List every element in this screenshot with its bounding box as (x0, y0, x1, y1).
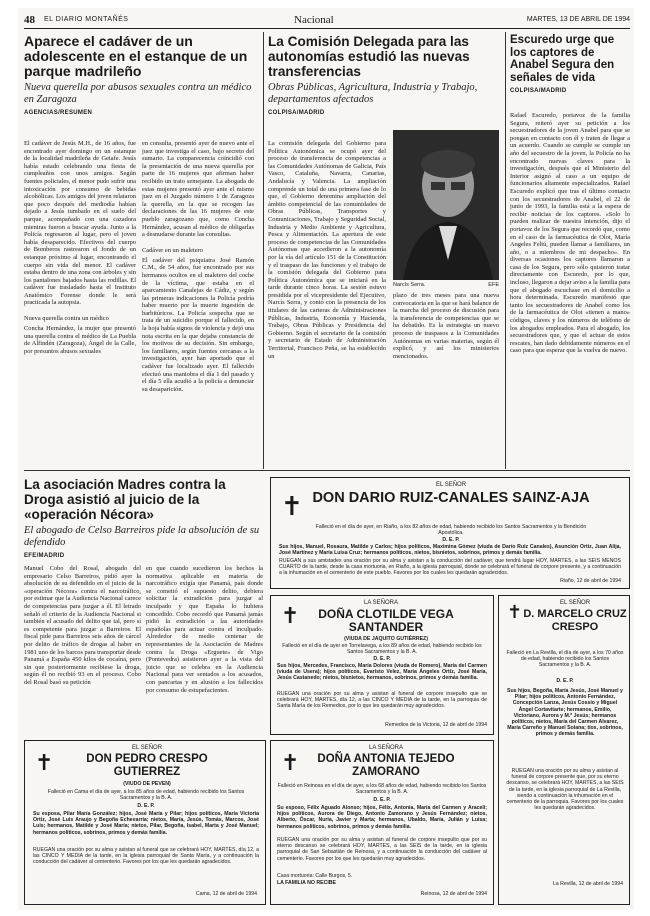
obituary-place: Remedios de la Victoria, 12 de abril de 1994 (385, 722, 487, 728)
article-intertitle: Nueva querella contra un médico (24, 315, 109, 323)
obituary-rip: D. E. P. (442, 537, 460, 543)
obituary-name: DON DARIO RUIZ-CANALES SAINZ-AJA (312, 490, 590, 506)
cross-icon: ✝ (35, 751, 54, 776)
cross-icon: ✝ (281, 751, 300, 776)
photo-caption-row (393, 282, 499, 288)
article-byline: AGENCIAS/RESUMEN (24, 110, 93, 117)
article-body: en que cuando sucedieron los hechos la normativa aplicable en materia de narcotráfico exigía que Panamá, país donde se cometió el supuesto delito, debiera solicitar la extradición para juzgar al inculpado y que España lo hubiera concedido. Cobo recordó que Panamá jamás pidió la extradición a las autoridades españolas para actuar contra el inculpado. Alrededor de medio centenar de representantes de la Asociación de Madres contra la Droga «Erguete» de Vigo (Pontevedra) asistieron ayer a la vista del juicio que se celebra en la Audiencia Nacional para ver sentados a los acusados, con pancartas y en alusión a los fallecidos por consumo de estupefacientes. (146, 565, 263, 694)
obituary-name: DOÑA CLOTILDE VEGA SANTANDER (318, 607, 454, 634)
cross-icon: ✝ (281, 492, 303, 522)
column-rule (505, 32, 506, 469)
article-headline: Aparece el cadáver de un adolescente en el estanque de un parque madrileño (24, 33, 248, 79)
article-escuredo (510, 34, 632, 94)
obituary-tejedo-zamorano (270, 740, 494, 905)
portrait-image (393, 130, 499, 280)
obituary-text: Falleció en el día de ayer en Torrelavega, a los 89 años de edad, habiendo recibido los Santos Sacramentos y la B. A. (282, 643, 482, 656)
article-byline: COLPISA/MADRID (268, 110, 325, 117)
article-subhead: El abogado de Celso Barreiros pide la absolución de su defendido (24, 525, 260, 549)
obituary-place: La Revilla, 12 de abril de 1994 (552, 881, 623, 887)
article-column (24, 565, 141, 735)
article-body: Manuel Cobo del Rosal, abogado del empresario Celso Barreiros, pidió ayer la absolución de su defendido en el juicio de la «operación Nécora» contra el narcotráfico, por estimar que la Audiencia Nacional carece de competencias para juzgar a él. El letrado señaló el criterio de la Audiencia Nacional si también el acusado del delito que tal, pero sí es competente para juzgar a Barreiros. El fiscal pide para Barreiros seis años de cárcel por delito de tráfico de drogas al haber en 1981 uno de los barcos para transportar desde Panamá a España 450 kilos de cocaína, pero sin que posteriormente recibiese la droga, según él no recibió 93 en el proceso. Cobo del Rosal basó su petición (24, 565, 141, 686)
page-number: 48 (24, 14, 35, 26)
article-headline: La Comisión Delegada para las autonomías estudió las nuevas transferencias (268, 34, 470, 79)
obituary-honorific: LA SEÑORA (363, 600, 398, 606)
article-necora (24, 477, 264, 559)
article-subhead: Obras Públicas, Agricultura, Industria y Trabajo, departamentos afectados (268, 82, 478, 106)
obituary-family: Sus hijos, Mercedes, Francisco, María Dolores (viuda de Romero), María del Carmen (viuda de Usera); hijos políticos, Evaristo Velez, María Ángeles Ortiz, José María, Jesús Castanedo; nietos, bisnietos, hermanos, sobrinos, primos y demás familia. (277, 663, 487, 682)
obituary-request: RUEGAN una oración por su alma y asistan al funeral de corpore presente que, por su eterno descanso, se celebrará HOY, MARTES, a las SEIS de la tarde, en la iglesia parroquial de La Revilla, siendo a continuación la inhumación en el cementerio de la parroquia. Favores por los cuales les quedarán agradecidos. (506, 768, 624, 812)
obituary-honorific: EL SEÑOR (559, 600, 591, 606)
photo-caption: Narcís Serra. (393, 282, 426, 288)
article-intertitle: Cadáver en un maletero (142, 246, 203, 254)
obituary-name: D. MARCELO CRUZ CRESPO (523, 608, 627, 633)
article-body: El cadáver de Jesús M.H., de 16 años, fue encontrado ayer domingo en un estanque de la localidad madrileña de Getafe. Jesús había estado celebrando una fiesta de cumpleaños con unos amigos. Según fuentes policiales, el menor pudo sufrir una intoxicación por consumo de bebidas alcohólicas. Los amigos del joven relataron que poco después del mediodía habían dejado a Jesús tumbado en el suelo del parque, acompañado con una cazadora mientras fueron a buscar ayuda. Junto a la Policía regresaron al lugar, pero el joven había desaparecido. Efectivos del cuerpo de Bomberos rastrearon el fondo de un estanque próximo al lugar, encontrando el cuerpo sin vida del menor. El cadáver estaba dentro de una zona con árboles y sin los pantalones bajados hasta las rodillas. El cadáver fue trasladado hasta el Instituto Anatómico Forense donde le será practicada la autopsia. (24, 140, 136, 307)
obituary-honorific: EL SEÑOR (131, 745, 163, 751)
obituary-rip: D. E. P. (373, 656, 391, 662)
obituary-honorific: EL SEÑOR (435, 482, 467, 488)
article-body: La comisión delegada del Gobierno para Política Autonómica se ocupó ayer del proceso de transferencia de competencias a las Comunidades Autónomas de Galicia, País Vasco, Cataluña, Navarra, Canarias, Andalucía y Valencia. La ampliación comprende un total de una primera fase de lo que, el Gobierno denomina ampliación del ámbito competencial de las comunidades de Obras Públicas, Transportes y Comunicaciones, Trabajo y Seguridad Social, Industria y Medio Ambiente y Agricultura, Pesca y Alimentación. La apertura de este proceso de competencias de las Comunidades Autónomas que accedieron a la autonomía por la vía del artículo 151 de la Constitución y el traspaso de las funciones y el trabajo de la comisión delegada del Gobierno para Política Autonómica que se iniciará en la tarde durante cinco horas. La sesión estuvo presidida por el vicepresidente del Ejecutivo, Narcís Serra, y contó con la presencia de los titulares de las carteras de Administraciones Públicas, Industria, Economía y Hacienda, Trabajo, Obras Públicas y Presidencia del Gobierno. Según el secretario de la comisión y secretario de Estado de Administración Territorial, Francisco Peña, se ha establecido un (268, 140, 386, 360)
obituary-place: Reinosa, 12 de abril de 1994 (420, 891, 487, 897)
article-body: en consulta, presentó ayer de nuevo ante el juez que investiga el caso, bajo secreto del sumario. La comparecencia coincidió con la presentación de una nueva querella por parte de 16 mujeres que afirman haber recibido un trato semejante. La abogada de estas mujeres presentó ayer ante el mismo juez en el Juzgado número 1 de Zaragoza la querella, en la que se recogen las declaraciones de las 16 mujeres de este pueblo zaragozano que, como Concha Hernández, acusan al médico de obligarlas a desnudarse durante las consultas. (142, 140, 254, 239)
newspaper-name: EL DIARIO MONTAÑÉS (44, 16, 129, 23)
article-subhead: Nueva querella por abusos sexuales contra un médico en Zaragoza (24, 82, 252, 106)
obituary-ruiz-canales (270, 477, 630, 589)
obituary-honorific: LA SEÑORA (368, 745, 403, 751)
obituary-cruz-crespo (498, 595, 630, 905)
article-body: plazo de tres meses para una nueva convocatoria en la que se hará balance de la marcha del proceso de discusión para la transferencia de competencias que se ha debatido. Es la estrategia un nuevo proceso de traspasos a la Comunidades Autónomas en varias materias, según él explicó, y así los ministerios mencionados. (393, 292, 499, 360)
article-body: El cadáver del psiquiatra José Ramón C.M., de 54 años, fue encontrado por sus hermanos ocultos en el maletero del coche de la víctima, que estaba en el aparcamiento Canalejas de Cádiz, y según las primeras indicaciones la Policía podría haber muerto por la muerte ingestión de barbitúricos. La Policía sospecha que se trata de un suicidio porque el fallecido, en la hoja había signos de violencia y dejó una nota escrita en la que dejaba constancia de los motivos de su decisión. Sin embargo, los familiares, según fuentes cercanas a la investigación, ayer han aportado que el cadáver fue localizado ayer. El fallecido efectuó una maniobra el día 1 del pasado y el día 5 ella acudió a la policía a denunciar su desaparición. (142, 256, 254, 393)
obituary-family: Su esposo, Félix Aguado Alonso; hijos, Félix, Antonia, María del Carmen y Araceli; hijos políticos, Aurora de Diego, Antonio Zamorano y Jesús Fernández; nietos, Alberto, Óscar, Nuria, Javier y Marta; hermanos, Ubaldo, María, Julián y Luisa; hermanos políticos, sobrinos, primos y demás familia. (277, 805, 487, 830)
article-cadaver (24, 34, 259, 116)
obituary-rip: D. E. P. (137, 803, 155, 809)
obituary-text: Falleció en el día de ayer, en Riaño, a los 82 años de edad, habiendo recibido los Santos Sacramentos y la Bendición Apostólica. (315, 524, 587, 537)
cross-icon: ✝ (507, 602, 523, 623)
article-column (268, 140, 386, 465)
obituary-vega-santander (270, 595, 494, 735)
obituary-request: RUEGAN una oración por su alma y asistan al funeral que se celebrará HOY, MARTES, día 12, a las CINCO Y MEDIA de la tarde, en la iglesia parroquial de Santa María, y a continuación la conducción del cadáver al cementerio. Favores por los que les quedarán agradecidos. (33, 847, 259, 866)
section-name: Nacional (294, 14, 334, 26)
cross-icon: ✝ (281, 604, 300, 629)
obituary-family: Sus hijos, Begoña, María Jesús, José Manuel y Pilar; hijos políticos, Antonio Fernández, Concepción Lanza, Jesús Cossío y Miguel Ángel Cortavitarte; hermanos, Emilio, Victoriano, Aurora y M.ª Jesús; hermanos políticos, nietos, María del Carmen Alvarez, María Carreño y Manuel Solana; tíos, sobrinos, primos y demás familia. (507, 688, 623, 738)
article-body: Rafael Escuredo, portavoz de la familia Segura, reiteró ayer su petición a los secuestradores de la joven Anabel para que se pongan en contacto con él y traten de llegar a un acuerdo. Cuando se cumple se cumple un año del secuestro de la joven, la Policía no ha encontrado nuevas claves para la investigación, después que el Ministerio del Interior asignó al caso a un equipo de funcionarios altamente especializados. Rafael Escuredo explicó que tras el último contacto con los secuestradores de Anabel, el 22 de junio de 1993, la familia está a la espera de recibir noticias de los captores. «Solo lo pueden realizar de nuestra intención, dijo el portavoz de los Segura que recordó que, como en el caso de la farmacéutica de Olot, María Angeles Feliú, pueden llamar a familiares, un año, o a miembros de mi despacho». En diversas ocasiones los captores llamaron a casa de los Segura, pero sólo quisieron tratar directamente con Escuredo, por lo que, incluso, llegaron a dejar aviso a la familia para que el abogado escuchase en el domicilio a hora determinada. Escuredo manifestó que tanto los secuestradores de Anabel como los de la farmacéutica de Olot «tienen a mano» códigos, claves y los números de teléfono de los abogados empleados. Para el abogado, los secuestradores que, y que el actuar de estos rescates, han dado debidamente números en el caso para que esperar que la vuelva de nuevo. (510, 112, 630, 355)
obituary-rip: D. E. P. (556, 678, 574, 684)
photo-credit: EFE (488, 282, 499, 288)
article-headline: La asociación Madres contra la Droga asistió al juicio de la «operación Nécora» (24, 477, 226, 522)
obituary-rip: D. E. P. (373, 797, 391, 803)
obituary-widow: (VIUDO DE PEVEN) (123, 781, 171, 787)
portrait-photo (393, 130, 499, 280)
article-comision (268, 34, 500, 116)
section-rule (24, 470, 630, 471)
obituary-text: Falleció en La Revilla, el día de ayer, a los 70 años de edad, habiendo recibido los Santos Sacramentos y la B. A. (506, 650, 624, 669)
obituary-family-note: LA FAMILIA NO RECIBE (277, 880, 336, 886)
article-column (510, 112, 630, 467)
article-column (24, 140, 136, 465)
obituary-family: Sus hijos, Manuel, Rosaura, Matilde y Carlos; hijos políticos, Maximina Gómez (viuda de Darío Ruiz Canales), Asunción Ortiz, Juan Alija, José Martínez y María Luisa Cruz; hermanos políticos, nietos, bisnietos, sobrinos, primos y demás familia. (279, 544, 621, 557)
obituary-place: Cama, 12 de abril de 1994 (195, 891, 257, 897)
obituary-request: RUEGAN una oración por su alma y asistan al funeral de corpore insepulto que por su eterno descanso se celebrará HOY, MARTES, a las SEIS de la tarde, en la iglesia parroquial de San Sebastián de Reinosa, y a continuación la conducción del cadáver al cementerio. Favores por los que les quedarán muy agradecidos. (277, 837, 487, 862)
article-headline: Escuredo urge que los captores de Anabel Segura den señales de vida (510, 34, 615, 84)
article-column (146, 565, 263, 735)
obituary-request: RUEGAN a sus amistades una oración por su alma y asistan a la conducción del cadáver, que tendrá lugar HOY, MARTES, a las SEIS MENOS CUARTO de la tarde, desde la casa mortuoria, en Riaño, a la iglesia parroquial, donde se celebrará el funeral de corpore presente, y a continuación a la inhumación en el cementerio de este pueblo. Favores por los cuales les quedarán agradecidos. (279, 558, 621, 577)
obituary-house: Casa mortuoria: Calle Burgos, 5. (277, 873, 353, 879)
obituary-text: Falleció en Cama el día de ayer, a los 85 años de edad, habiendo recibido los Santos Sacramentos y la B. A. (47, 789, 245, 802)
obituary-widow: (VIUDA DE JAQUITO GUTIÉRREZ) (344, 636, 428, 642)
obituary-text: Falleció en Reinosa en el día de ayer, a los 68 años de edad, habiendo recibido los Santos Sacramentos y la B. A. (277, 783, 487, 796)
article-column (393, 292, 499, 465)
obituary-request: RUEGAN una oración por su alma y asistan al funeral de corpore insepulto que se celebrará HOY, MARTES, día 12, a las CINCO Y MEDIA de la tarde, en la parroquia de Santa María de los Remedios, por lo que les quedarán muy agradecidos. (277, 691, 487, 710)
article-column (142, 140, 254, 465)
article-byline: EFE/MADRID (24, 553, 65, 560)
obituary-crespo-gutierrez (24, 740, 266, 905)
obituary-family: Su esposa, Pilar María González; hijos, José María y Pilar; hijos políticos, María Victoria Ortiz, José Luis Araujo y Begoña Echevarría; nietos, María, Jesús, Tomás, Marcos, José Luis; hermanos, Matilde y José María; nietos, Pilar, Begoña, Isabel, Marta y José Manuel; hermanos políticos, sobrinos, primos y demás familia. (33, 811, 259, 836)
column-rule (263, 32, 264, 469)
obituary-place: Riaño, 12 de abril de 1994 (560, 578, 621, 584)
page-header (24, 14, 630, 29)
issue-date: MARTES, 13 DE ABRIL DE 1994 (526, 16, 630, 23)
article-body: Concha Hernández, la mujer que presentó una querella contra el médico de La Puebla de Alfindén (Zaragoza), Ángel de la Calle, por presuntos abusos sexuales (24, 325, 136, 355)
obituary-name: DOÑA ANTONIA TEJEDO ZAMORANO (317, 753, 455, 778)
article-byline: COLPISA/MADRID (510, 88, 567, 94)
obituary-name: DON PEDRO CRESPO GUTIERREZ (86, 753, 208, 778)
